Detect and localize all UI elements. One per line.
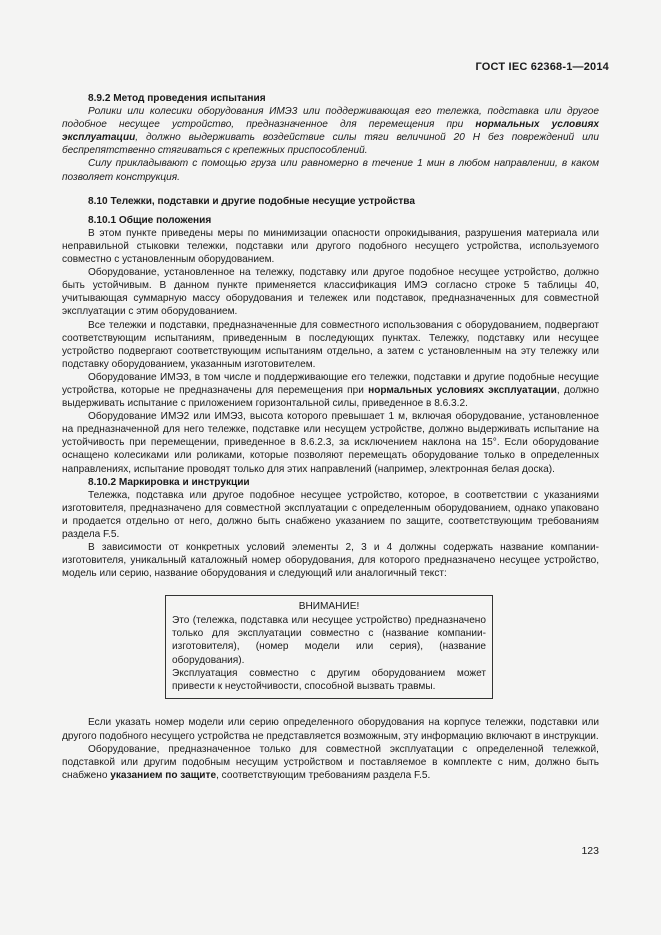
section-8-10-1-para-5: Оборудование ИМЭ2 или ИМЭ3, высота которого превышает 1 м, включая оборудование, установленное на предназначенной для него тележке, подставке или несущем устройстве, должно выдерживать испытание на устойчивость при перемещении, приведенное в 8.6.2.3, за исключением наклона на 15°. Если оборудование оснащено колесиками или роликами, которые позволяют перемещать оборудование только в определенных направлениях, испытание проводят только для этих направлений (например, электронная белая доска). (62, 411, 599, 475)
warning-title: ВНИМАНИЕ! (298, 601, 360, 613)
section-8-10-1-title: 8.10.1 Общие положения (88, 214, 212, 226)
section-8-10-2-para-2: В зависимости от конкретных условий элементы 2, 3 и 4 должны содержать название компании-изготовителя, уникальный каталожный номер оборудования, для которого предназначено несущее устройство, модель или серию, название оборудования и следующий или аналогичный текст: (62, 542, 599, 580)
term-normal-conditions: нормальных условиях эксплуатации (368, 384, 557, 396)
section-8-10-1-para-3: Все тележки и подставки, предназначенные для совместного использования с оборудованием, подвергают соответствующим испытаниям, приведенным в последующих пунктах. Тележку, подставку или несущее устройство подвергают соответствующим испытаниям отдельно, а затем с установленным на эту тележку или подставку оборудованием, указанным изготовителем. (62, 319, 599, 370)
section-8-9-2-title: 8.9.2 Метод проведения испытания (88, 93, 266, 104)
page-body (62, 92, 599, 782)
section-8-9-2-para-2: Силу прикладывают с помощью груза или равномерно в течение 1 мин в любом направлении, в каком позволяет конструкция. (62, 158, 599, 183)
section-8-10-1-para-4: Оборудование ИМЭ3, в том числе и поддерживающие его тележки, подставки и другие подобные несущие устройства, которые не предназначены для перемещения при нормальных условиях эксплуатации, должно выдерживать испытание с приложением горизонтальной силы, приведенное в 8.6.3.2. (62, 371, 599, 410)
section-8-10-1-para-2: Оборудование, установленное на тележку, подставку или другое подобное несущее устройство, должно быть устойчивым. В данном пункте применяется классификация ИМЭ согласно строке 5 таблицы 40, учитывающая суммарную массу оборудования и тележек или подставок, предназначенных для совместной эксплуатации с этим оборудованием. (62, 267, 599, 318)
term-normal-conditions: нормальных условиях эксплуатации (62, 119, 600, 144)
warning-text-2: Эксплуатация совместно с другим оборудованием может привести к неустойчивости, способной вызвать травмы. (172, 667, 486, 693)
section-8-10-2-title: 8.10.2 Маркировка и инструкции (88, 476, 250, 488)
after-box-para-1: Если указать номер модели или серию определенного оборудования на корпусе тележки, подставки или другого подобного несущего устройства не представляется возможным, эту информацию включают в инструкции. (62, 717, 599, 742)
warning-box (165, 595, 493, 699)
after-box-para-2: Оборудование, предназначенное только для совместной эксплуатации с определенной тележкой, подставкой или другим подобным несущим устройством и поставляемое в комплекте с ним, должно быть снабжено указанием по защите, соответствующим требованиям раздела F.5. (62, 743, 599, 781)
section-8-9-2-para-1: Ролики или колесики оборудования ИМЭ3 или поддерживающая его тележка, подставка или другое подобное несущее устройство, предназначенное для перемещения при нормальных условиях эксплуатации, должно выдерживать воздействие силы тяги величиной 20 Н без повреждений или беспрепятственно стягиваться с крепежных приспособлений. (62, 106, 600, 157)
term-safety-instruction: указанием по защите (110, 769, 217, 781)
section-8-10-2-para-1: Тележка, подставка или другое подобное несущее устройство, которое, в соответствии с указаниями изготовителя, предназначено для совместной эксплуатации с определенным оборудованием, однако упаковано и продается отдельно от него, должно быть снабжено указанием по защите, соответствующим требованиям раздела F.5. (62, 489, 599, 540)
section-8-10-title: 8.10 Тележки, подставки и другие подобные несущие устройства (88, 195, 415, 207)
standard-header: ГОСТ IEC 62368-1—2014 (475, 61, 609, 73)
page-number: 123 (581, 845, 599, 857)
warning-text-1: Это (тележка, подставка или несущее устройство) предназначено только для эксплуатации совместно с (название компании-изготовителя), (номер модели или серия), (название оборудования). (172, 614, 486, 666)
section-8-10-1-para-1: В этом пункте приведены меры по минимизации опасности опрокидывания, разрушения материала или неправильной стыковки тележки, подставки или другого подобного несущего устройства, используемого совместно с установленным оборудованием. (62, 227, 599, 266)
